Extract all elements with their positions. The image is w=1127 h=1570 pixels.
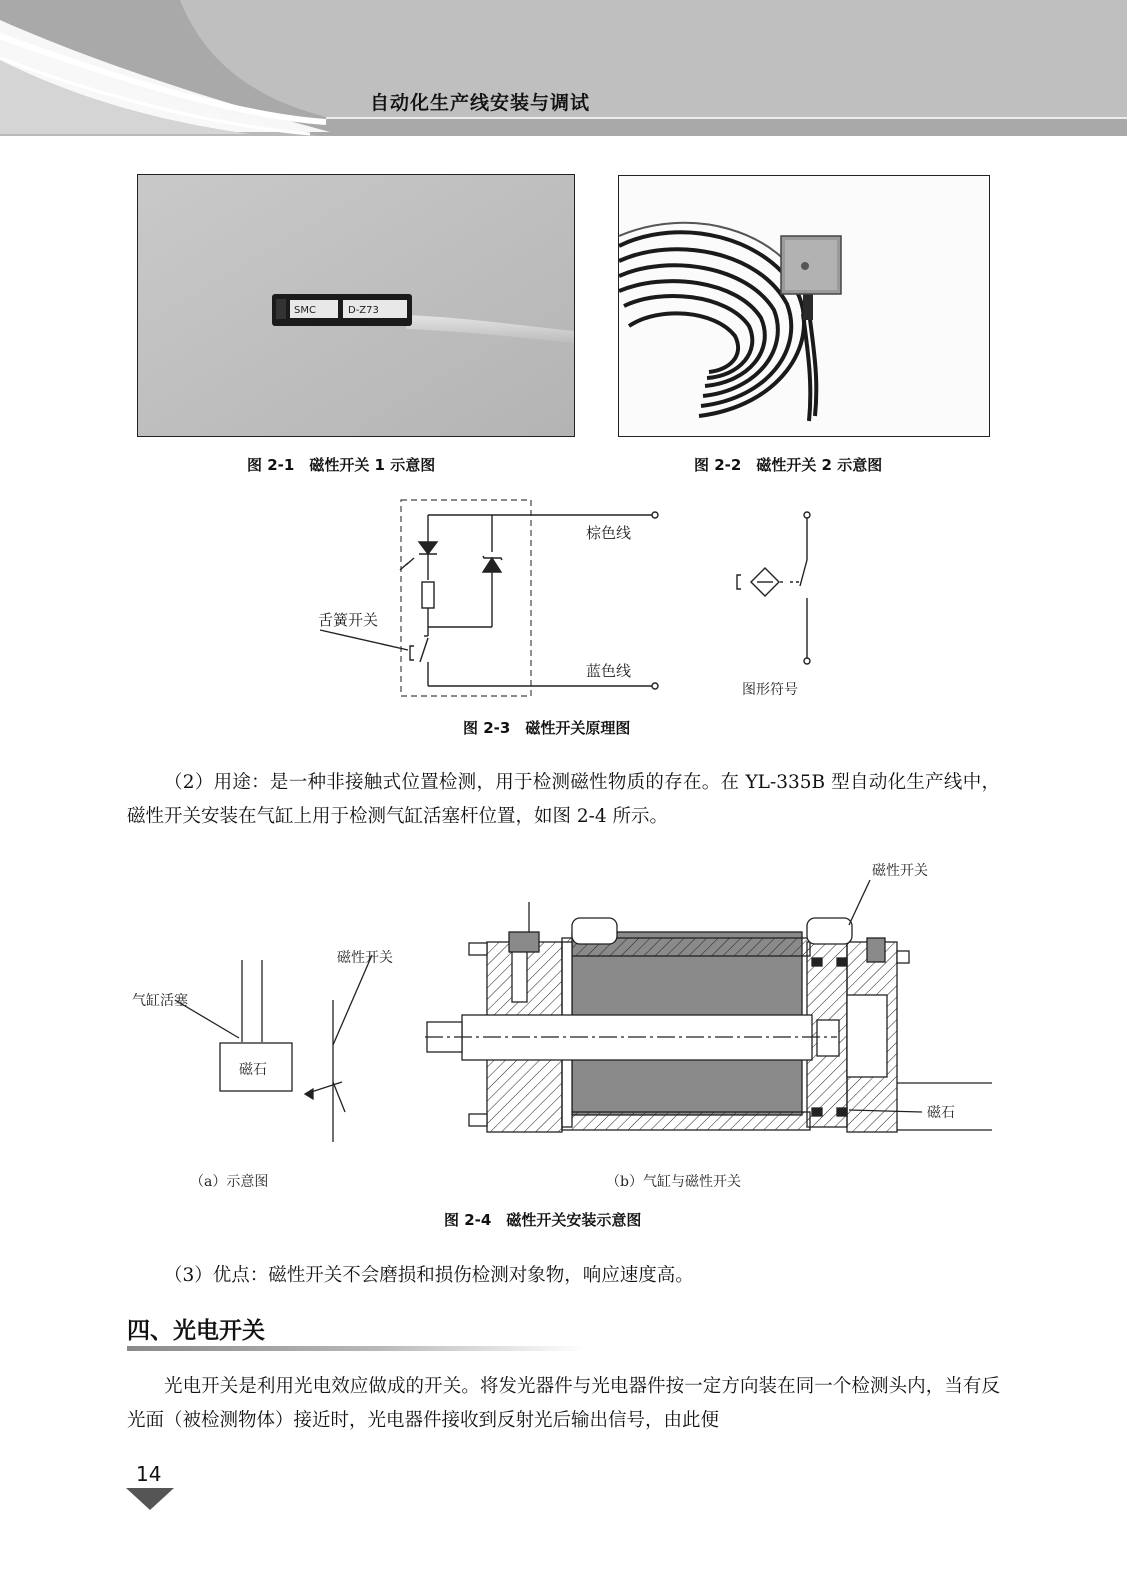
fig2-4a-schematic — [175, 955, 372, 1142]
zener-diode-icon — [483, 558, 501, 572]
section-underline — [127, 1346, 587, 1351]
graphic-symbol-icon — [737, 518, 807, 658]
fig2-4b-subcaption: （b）气缸与磁性开关 — [606, 1174, 741, 1190]
magnet-b-label: 磁石 — [927, 1105, 955, 1121]
blue-wire-label: 蓝色线 — [586, 662, 632, 680]
fig2-3-circuit-diagram — [300, 490, 860, 710]
reed-contact-icon — [420, 638, 428, 662]
page-number: 14 — [136, 1462, 162, 1486]
led-icon — [419, 542, 437, 554]
header-band — [0, 0, 1127, 136]
brown-wire-label: 棕色线 — [586, 524, 632, 542]
fig2-1-model-text: D-Z73 — [348, 305, 379, 316]
piston-label: 气缸活塞 — [132, 993, 188, 1009]
magnet-a-label: 磁石 — [239, 1062, 267, 1078]
fig2-1-photo — [137, 174, 575, 437]
paragraph-usage: （2）用途：是一种非接触式位置检测，用于检测磁性物质的存在。在 YL-335B 型自动化生产线中，磁性开关安装在气缸上用于检测气缸活塞杆位置，如图 2-4 所示。 — [127, 772, 1000, 827]
fig2-4a-subcaption: （a）示意图 — [190, 1174, 269, 1190]
fig2-1-sensor-label — [290, 300, 407, 318]
switch-a-label: 磁性开关 — [337, 950, 393, 966]
switch-b-label: 磁性开关 — [872, 863, 928, 879]
running-header-title: 自动化生产线安装与调试 — [370, 92, 591, 114]
resistor-icon — [422, 582, 434, 608]
fig2-3-caption: 图 2-3 磁性开关原理图 — [463, 719, 631, 737]
paragraph-photoelectric-intro: 光电开关是利用光电效应做成的开关。将发光器件与光电器件按一定方向装在同一个检测头内，当有反光面（被检测物体）接近时，光电器件接收到反射光后输出信号，由此便 — [127, 1376, 1000, 1431]
page-marker-triangle-icon — [126, 1488, 174, 1512]
reed-switch-label: 舌簧开关 — [318, 611, 379, 629]
section-title: 四、光电开关 — [127, 1318, 265, 1344]
fig2-2-caption: 图 2-2 磁性开关 2 示意图 — [694, 456, 883, 474]
graphic-symbol-label: 图形符号 — [742, 682, 798, 698]
fig2-4-caption: 图 2-4 磁性开关安装示意图 — [444, 1211, 642, 1229]
fig2-4-diagram — [127, 850, 1007, 1150]
fig2-1-brand-text: SMC — [294, 305, 316, 316]
fig2-4b-cylinder — [427, 918, 909, 1132]
paragraph-advantage: （3）优点：磁性开关不会磨损和损伤检测对象物，响应速度高。 — [164, 1265, 694, 1286]
dashed-enclosure — [401, 500, 531, 696]
fig2-2-photo — [618, 175, 990, 437]
fig2-1-caption: 图 2-1 磁性开关 1 示意图 — [247, 456, 436, 474]
